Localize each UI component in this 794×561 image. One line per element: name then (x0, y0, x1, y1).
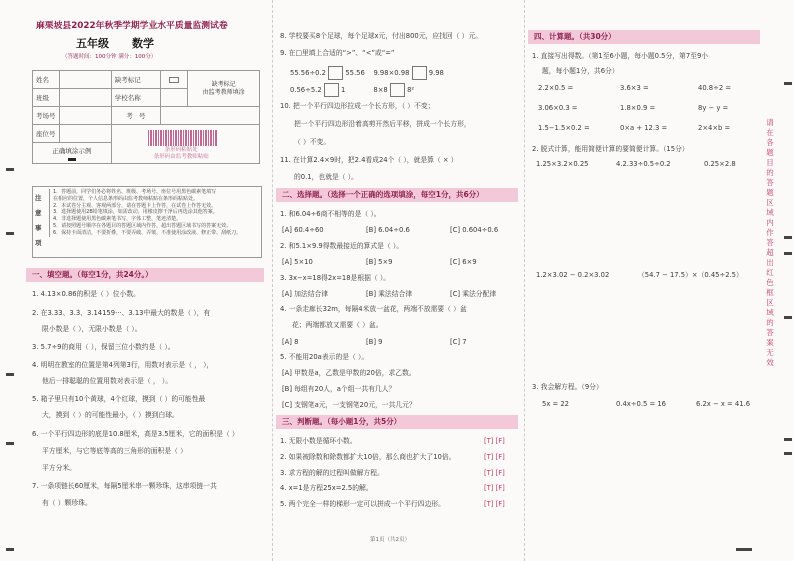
fill-q7-cont: 有（ ）颗珍珠。 (42, 499, 92, 507)
choice-q5: 5. 不能用20a表示的是（ ）。 (280, 353, 369, 361)
subject-label: 数学 (132, 37, 154, 50)
oral-calc: 0×a + 12.3 = (620, 124, 668, 132)
judge-tf[interactable]: [T] [F] (484, 453, 505, 461)
side-warning: 请在各题目的答题区域内作答超出红色框区域的答案无效 (766, 118, 774, 367)
absent-checkbox[interactable] (169, 77, 179, 83)
compare-row-2: 0.56÷5.2 1 8×8 8² (290, 83, 414, 97)
choice-q5-c[interactable]: [C] 支钢笔a元，一支钢笔20元，一共几元？ (282, 401, 416, 409)
choice-q2-b[interactable]: [B] 5×9 (366, 258, 393, 266)
choice-q4-cont: 花；两端都放又需要（ ）盆。 (292, 321, 383, 329)
margin-mark (784, 438, 792, 441)
compare-box[interactable] (324, 83, 339, 97)
choice-q5-b[interactable]: [B] 每组有20人，a个组一共有几人？ (282, 385, 396, 393)
choice-q3-c[interactable]: [C] 乘法分配律 (450, 290, 497, 298)
calc-q1-cont: 题，每小题1分，共6分） (542, 67, 619, 75)
exam-room-field[interactable] (60, 107, 111, 125)
absent-mark-label: 缺考标记 (114, 76, 141, 84)
notes-line: 1．答题前，同学们务必将姓名、班级、考场号、座位号用黑色碳素笔填写 (53, 189, 217, 195)
choice-q3-b[interactable]: [B] 乘法结合律 (366, 290, 413, 298)
choice-q2-c[interactable]: [C] 6×9 (450, 258, 477, 266)
fill-example-mark (68, 158, 76, 161)
margin-mark (784, 316, 792, 319)
oral-calc: 2×4×b = (698, 124, 731, 132)
notes-line: 在相应的位置，个人信息条形码由监考教师粘贴在条形码粘贴处。 (53, 195, 199, 202)
oral-calc: 3.06×0.3 = (538, 104, 578, 112)
compare-box[interactable] (328, 66, 343, 80)
fill-q10-cont2: （ ）不变。 (294, 138, 331, 146)
notes-label: 注意事项 (35, 194, 42, 247)
fill-q6-cont: 平方厘米，与它等底等高的三角形的面积是（ ） (42, 447, 187, 455)
name-field[interactable] (60, 71, 111, 89)
step-calc: 4.2.33÷0.5÷0.2 (616, 160, 671, 168)
school-field[interactable] (161, 89, 188, 107)
oral-calc: 40.8÷2 = (698, 84, 732, 92)
column-divider (524, 0, 526, 561)
class-field[interactable] (60, 89, 111, 107)
calc-q2: 2. 脱式计算，能用简便计算的要简便计算。（15分） (532, 145, 689, 153)
compare-box[interactable] (412, 66, 427, 80)
judge-q3: 3. 求方程的解的过程叫做解方程。 (280, 469, 384, 477)
margin-mark (736, 548, 752, 551)
judge-q1: 1. 无限小数是循环小数。 (280, 437, 357, 445)
margin-mark (6, 442, 14, 445)
exam-room-label: 考场号 (33, 107, 60, 125)
choice-q5-a[interactable]: [A] 甲数是a，乙数是甲数的20倍，求乙数。 (282, 369, 416, 377)
fill-q6-cont2: 平方分米。 (42, 464, 76, 472)
judge-tf[interactable]: [T] [F] (484, 484, 505, 492)
notes-line: 3．选择题使用2B铅笔填涂，如需改动，用橡皮擦干净后再选涂其他答案。 (53, 209, 218, 216)
judge-tf[interactable]: [T] [F] (484, 437, 505, 445)
calc-q3: 3. 我会解方程。（9分） (532, 383, 603, 391)
fill-q6: 6. 一个平行四边形的底是10.8厘米，高是3.5厘米，它的面积是（ ） (32, 430, 239, 438)
fill-q2-cont: 限小数是（ ），无限小数是（ ）。 (42, 325, 142, 333)
notes-line: 2．本试卷分主观、客观两部分，请在答题卡上作答，在试卷上作答无效。 (53, 202, 217, 209)
judge-q2: 2. 如果被除数和除数都扩大10倍，那么商也扩大了10倍。 (280, 453, 456, 461)
oral-calc: 8y − y = (698, 104, 729, 112)
fill-example-label: 正确填涂示例 (52, 146, 92, 155)
column-3 (528, 0, 764, 561)
choice-q4-c[interactable]: [C] 7 (450, 338, 467, 346)
seat-label: 座位号 (33, 125, 60, 143)
compare-box[interactable] (390, 83, 405, 97)
choice-q3: 3. 3x−x=18得2x=18是根据（ ）。 (280, 274, 391, 282)
choice-q2: 2. 和5.1×9.9得数最接近的算式是（ ）。 (280, 242, 404, 250)
section-3-header: 三、判断题。（每小题1分，共5分） (276, 415, 518, 429)
calc-q1: 1. 直接写出得数。（第1至6小题，每小题0.5分，第7至9小 (532, 52, 709, 60)
column-divider (272, 0, 274, 561)
absent-note-2: 由监考教师填涂 (202, 88, 245, 96)
margin-mark (784, 236, 792, 239)
notes-box (32, 186, 262, 258)
fill-q2: 2. 在3.33、3.3̇、3.14159···、3.13中最大的数是（ ），有 (32, 309, 211, 317)
fill-q4-cont: 他后一排聪聪的位置用数对表示是（ ， ）。 (42, 377, 173, 385)
choice-q4: 4. 一条走廊长32m，每隔4米放一盆花，两端不放需要（ ）盆 (280, 305, 467, 313)
name-label: 姓名 (33, 71, 60, 89)
barcode-note: 条形码由监考教师粘贴 (153, 153, 209, 160)
oral-calc: 3.6×3 = (620, 84, 649, 92)
choice-q3-a[interactable]: [A] 加法结合律 (282, 290, 329, 298)
student-info-table (32, 70, 260, 164)
choice-q1-c[interactable]: [C] 0.604÷0.6 (450, 226, 499, 234)
judge-q5: 5. 两个完全一样的梯形一定可以拼成一个平行四边形。 (280, 500, 445, 508)
grade-label: 五年级 (76, 37, 109, 50)
margin-mark (784, 452, 792, 455)
margin-mark (6, 232, 14, 235)
exam-no-label-2: 号 (139, 112, 146, 120)
fill-q8: 8. 学校要买8个足球，每个足球x元，付出800元，应找回（ ）元。 (280, 32, 483, 40)
oral-calc: 2.2×0.5 = (538, 84, 574, 92)
section-1-header: 一、填空题。（每空1分，共24分。） (26, 268, 264, 282)
margin-mark (784, 82, 792, 85)
fill-q5: 5. 箱子里只有10个黄球，4个红球，摸到（ ）的可能性最 (32, 395, 206, 403)
choice-q1: 1. 和6.04÷6商不相等的是（ ）。 (280, 210, 381, 218)
choice-q1-a[interactable]: [A] 60.4÷60 (282, 226, 324, 234)
margin-mark (6, 168, 14, 171)
exam-title: 麻栗坡县2022年秋季学期学业水平质量监测试卷 (36, 21, 228, 31)
oral-calc: 1.8×0.9 = (620, 104, 656, 112)
exam-meta: （答题时间：100分钟 满分：100分） (62, 54, 157, 60)
fill-q1: 1. 4.13×0.86的积是（ ）位小数。 (32, 290, 140, 298)
equation: 0.4x÷0.5 = 16 (616, 400, 667, 408)
fill-q11-cont: 的0.1，也就是（ ）。 (294, 173, 358, 181)
page-footer: 第1页（共2页） (370, 537, 410, 543)
margin-mark (6, 373, 14, 376)
fill-q5-cont: 大，摸到（ ）的可能性最小，（ ）摸到白球。 (42, 411, 179, 419)
fill-q9: 9. 在□里填上合适的“>”、“<”或“=” (280, 49, 395, 57)
section-2-header: 二、选择题。（选择一个正确的选项填涂，每空1分，共6分） (276, 188, 518, 202)
column-2 (278, 0, 520, 561)
compare-row-1: 55.56÷0.2 55.56 9.98×0.98 9.98 (290, 66, 444, 80)
equation: 5x = 22 (542, 400, 570, 408)
school-label: 学校名称 (111, 89, 160, 107)
step-calc: （54.7 − 17.5）×（0.45÷2.5） (638, 271, 743, 279)
notes-line: 4．非选择题使用黑色碳素笔书写，字体工整，笔迹清楚。 (53, 216, 182, 223)
step-calc: 0.25×2.8 (704, 160, 736, 168)
column-1 (26, 0, 268, 561)
step-calc: 1.25×3.2×0.25 (536, 160, 589, 168)
fill-q3: 3. 5.7÷9的商用（ ），保留三位小数约是（ ）。 (32, 343, 175, 351)
fill-q10: 10. 把一个平行四边形拉成一个长方形，（ ）不变； (280, 102, 435, 110)
seat-field[interactable] (60, 125, 111, 143)
notes-line: 6．保持卡面清洁，不要折叠，不要弄破、弄皱，不准使用涂改液、修正带、刮纸刀。 (53, 229, 242, 236)
judge-tf[interactable]: [T] [F] (484, 500, 505, 508)
step-calc: 1.2×3.02 − 0.2×3.02 (536, 271, 610, 279)
exam-no-field[interactable] (161, 107, 260, 125)
fill-q7: 7. 一条项链长60厘米，每隔5厘米串一颗珍珠，这串项链一共 (32, 482, 217, 490)
fill-q11: 11. 在计算2.4×9时，把2.4看成24个（ ），就是算（ × ） (280, 156, 458, 164)
equation: 6.2x − x = 41.6 (696, 400, 751, 408)
choice-q2-a[interactable]: [A] 5×10 (282, 258, 313, 266)
oral-calc: 1.5−1.5×0.2 = (538, 124, 590, 132)
barcode-image (148, 130, 218, 146)
margin-mark (6, 548, 14, 551)
notes-line: 5．请按照题号顺序在各题目的答题区域内作答，超出答题区域书写的答案无效。 (53, 222, 232, 229)
judge-tf[interactable]: [T] [F] (484, 469, 505, 477)
choice-q4-a[interactable]: [A] 8 (282, 338, 299, 346)
judge-q4: 4. x=1是方程25x=2.5的解。 (280, 484, 373, 492)
barcode-label: 条形码粘贴处 (164, 147, 198, 153)
choice-q4-b[interactable]: [B] 9 (366, 338, 383, 346)
barcode-area (111, 125, 259, 164)
margin-mark (784, 252, 792, 255)
exam-no-label-1: 考 (126, 112, 133, 120)
fill-q10-cont: 把一个平行四边形沿着高剪开然后平移，拼成一个长方形， (294, 120, 471, 128)
class-label: 班级 (33, 89, 60, 107)
choice-q1-b[interactable]: [B] 6.04÷0.6 (366, 226, 410, 234)
absent-note-1: 缺考标记 (211, 80, 236, 88)
fill-q4: 4. 明明在教室的位置是第4列第3行，用数对表示是（ ， ）， (32, 361, 214, 369)
section-4-header: 四、计算题。（共30分） (528, 30, 760, 44)
